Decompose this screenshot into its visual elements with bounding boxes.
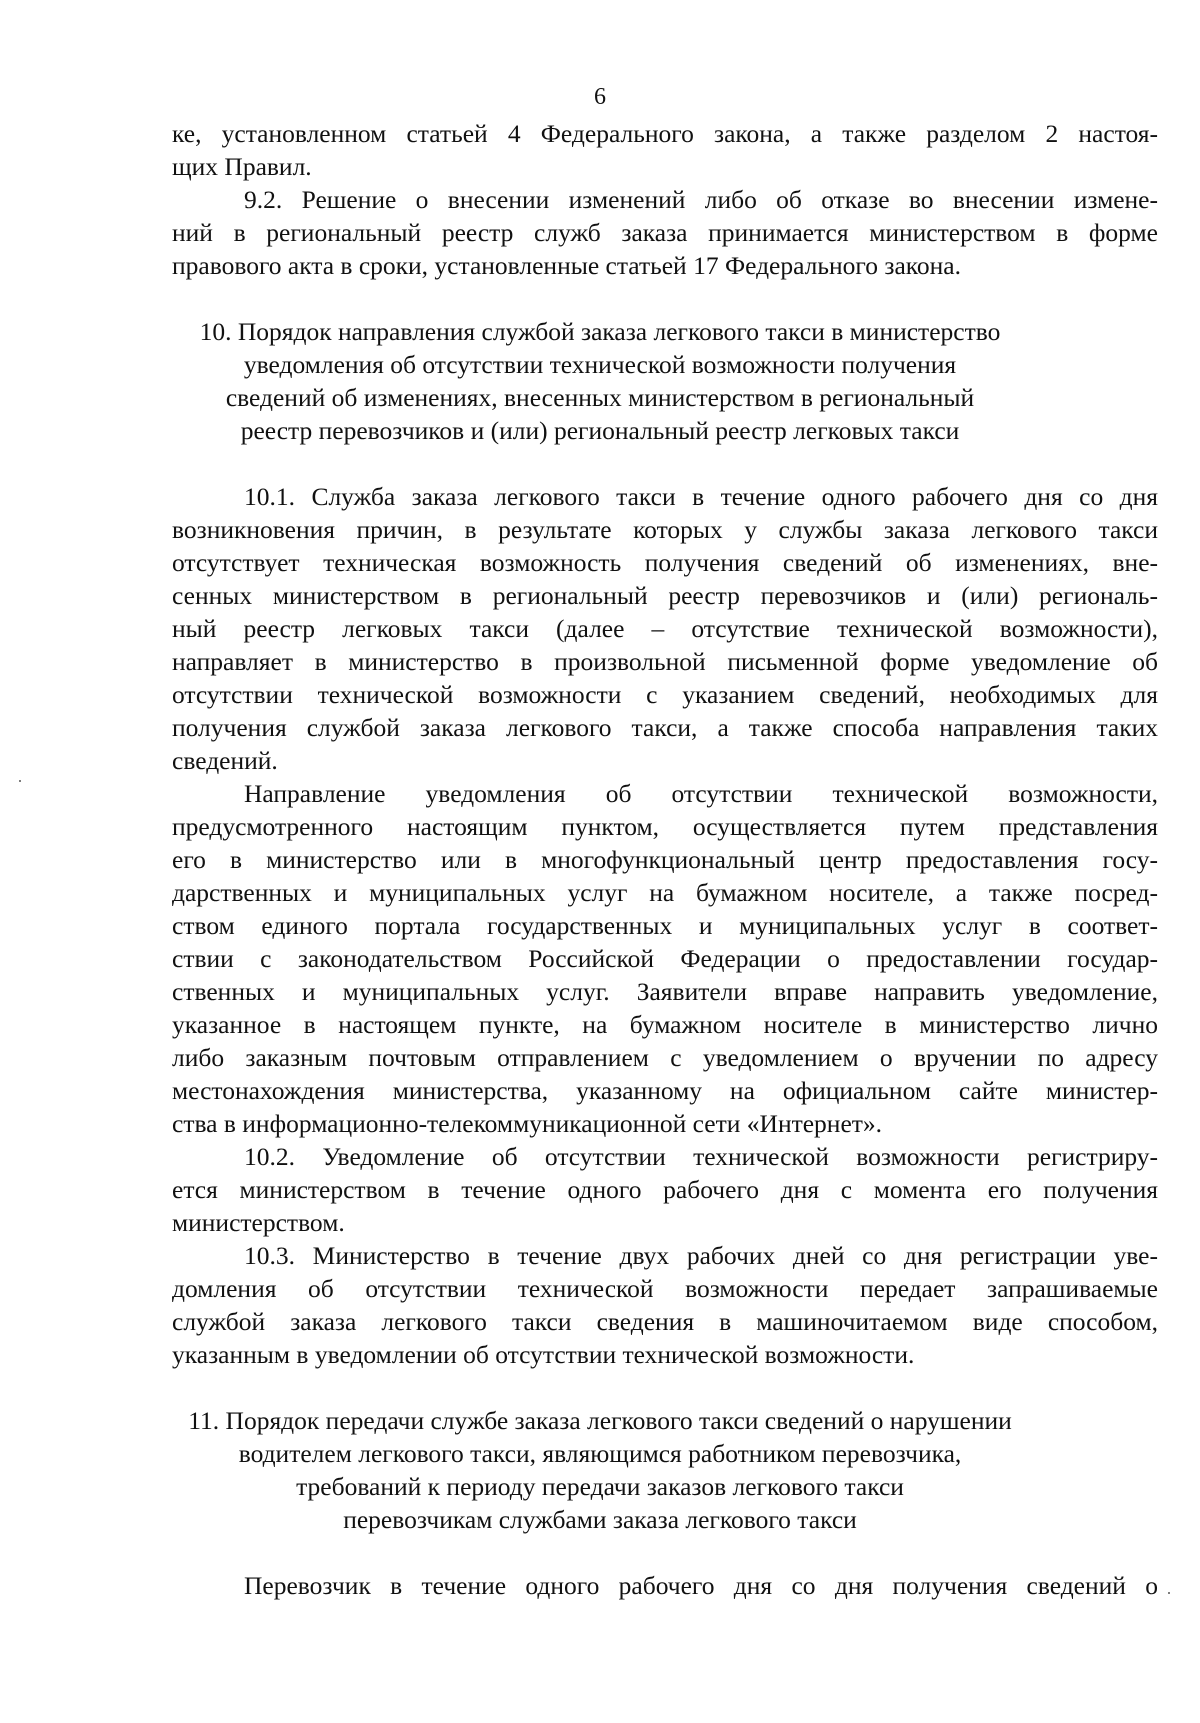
- scan-speck: [1168, 1592, 1170, 1594]
- paragraph-line: получения службой заказа легкового такси, а также способа направления таких: [172, 713, 1158, 742]
- paragraph-line: указанное в настоящем пункте, на бумажном носителе в министерство лично: [172, 1010, 1158, 1039]
- paragraph-line: предусмотренного настоящим пунктом, осуществляется путем представления: [172, 812, 1158, 841]
- section-heading-line: уведомления об отсутствии технической возможности получения: [243, 350, 957, 379]
- paragraph-line: ный реестр легковых такси (далее – отсутствие технической возможности),: [172, 614, 1158, 643]
- paragraph-line: службой заказа легкового такси сведения в машиночитаемом виде способом,: [172, 1307, 1158, 1336]
- paragraph-line: местонахождения министерства, указанному на официальном сайте министер-: [172, 1076, 1158, 1105]
- paragraph-line: отсутствует техническая возможность получения сведений об изменениях, вне-: [172, 548, 1158, 577]
- paragraph-line: министерством.: [172, 1208, 345, 1237]
- paragraph-line: ством единого портала государственных и муниципальных услуг в соответ-: [172, 911, 1158, 940]
- paragraph-line: дарственных и муниципальных услуг на бумажном носителе, а также посред-: [172, 878, 1158, 907]
- paragraph-line: его в министерство или в многофункциональный центр предоставления госу-: [172, 845, 1158, 874]
- section-heading-line: требований к периоду передачи заказов легкового такси: [296, 1472, 904, 1501]
- paragraph-line: правового акта в сроки, установленные статьей 17 Федерального закона.: [172, 251, 961, 280]
- section-heading-line: реестр перевозчиков и (или) региональный реестр легковых такси: [240, 416, 960, 445]
- paragraph-line: ства в информационно-телекоммуникационной сети «Интернет».: [172, 1109, 883, 1138]
- paragraph-line: сенных министерством в региональный реестр перевозчиков и (или) региональ-: [172, 581, 1158, 610]
- paragraph-line: ется министерством в течение одного рабочего дня с момента его получения: [172, 1175, 1158, 1204]
- paragraph-line: ке, установленном статьей 4 Федерального закона, а также разделом 2 настоя-: [172, 119, 1158, 148]
- paragraph-line: щих Правил.: [172, 152, 312, 181]
- paragraph-line: 10.1. Служба заказа легкового такси в течение одного рабочего дня со дня: [244, 482, 1158, 511]
- paragraph-line: Перевозчик в течение одного рабочего дня со дня получения сведений о: [244, 1571, 1158, 1600]
- paragraph-line: 10.2. Уведомление об отсутствии технической возможности регистриру-: [244, 1142, 1158, 1171]
- paragraph-line: домления об отсутствии технической возможности передает запрашиваемые: [172, 1274, 1158, 1303]
- paragraph-line: ний в региональный реестр служб заказа принимается министерством в форме: [172, 218, 1158, 247]
- section-heading-line: перевозчикам службами заказа легкового такси: [343, 1505, 857, 1534]
- section-heading-line: водителем легкового такси, являющимся работником перевозчика,: [238, 1439, 962, 1468]
- paragraph-line: Направление уведомления об отсутствии технической возможности,: [244, 779, 1158, 808]
- section-heading-line: сведений об изменениях, внесенных министерством в региональный: [225, 383, 975, 412]
- paragraph-line: ственных и муниципальных услуг. Заявители вправе направить уведомление,: [172, 977, 1158, 1006]
- paragraph-line: возникновения причин, в результате которых у службы заказа легкового такси: [172, 515, 1158, 544]
- section-heading-line: 10. Порядок направления службой заказа легкового такси в министерство: [199, 317, 1001, 346]
- paragraph-line: отсутствии технической возможности с указанием сведений, необходимых для: [172, 680, 1158, 709]
- paragraph-line: либо заказным почтовым отправлением с уведомлением о вручении по адресу: [172, 1043, 1158, 1072]
- paragraph-line: указанным в уведомлении об отсутствии технической возможности.: [172, 1340, 915, 1369]
- paragraph-line: 10.3. Министерство в течение двух рабочих дней со дня регистрации уве-: [244, 1241, 1158, 1270]
- paragraph-line: сведений.: [172, 746, 278, 775]
- scan-speck: [19, 780, 21, 782]
- section-heading-line: 11. Порядок передачи службе заказа легкового такси сведений о нарушении: [188, 1406, 1012, 1435]
- paragraph-line: ствии с законодательством Российской Федерации о предоставлении государ-: [172, 944, 1158, 973]
- page-number: 6: [594, 84, 606, 110]
- paragraph-line: направляет в министерство в произвольной письменной форме уведомление об: [172, 647, 1158, 676]
- paragraph-line: 9.2. Решение о внесении изменений либо об отказе во внесении измене-: [244, 185, 1158, 214]
